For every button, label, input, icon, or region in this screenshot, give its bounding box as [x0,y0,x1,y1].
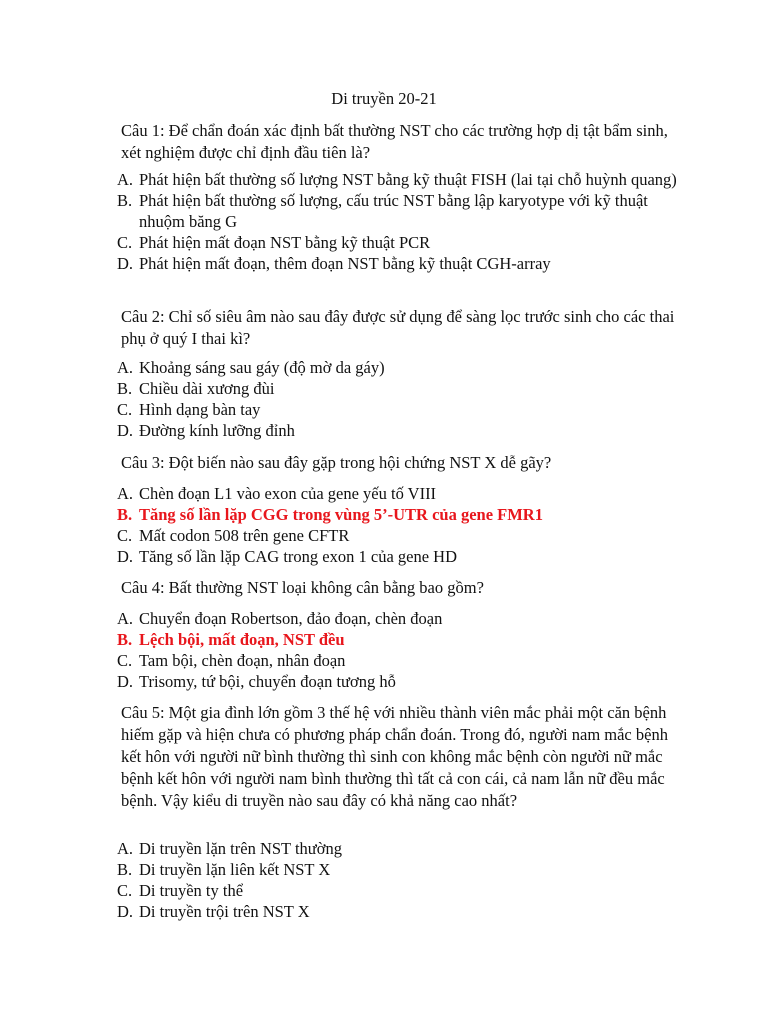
question-2-answer-a [117,357,697,378]
answer-text: Đường kính lưỡng đỉnh [139,421,295,440]
answer-letter: A. [117,358,134,377]
question-5-answer-c [117,880,697,901]
answer-letter: C. [117,881,133,900]
answer-text: Chiều dài xương đùi [139,379,275,398]
answer-text: Hình dạng bàn tay [139,400,261,419]
question-5-stem: Câu 5: Một gia đình lớn gồm 3 thế hệ với nhiều thành viên mắc phải một căn bệnh hiếm gặp và hiện chưa có phương pháp chẩn đoán. Trong đó, người nam mắc bệnh kết hôn với người nữ bình thường thì sinh con không mắc bệnh còn người nữ mắc bệnh kết hôn với người nam bình thường thì tất cả con cái, cả nam lẫn nữ đều mắc bệnh. Vậy kiểu di truyền nào sau đây có khả năng cao nhất? [121,703,668,810]
answer-letter: B. [117,191,133,210]
answer-letter: D. [117,672,134,691]
question-4-stem: Câu 4: Bất thường NST loại không cân bằng bao gồm? [121,578,484,597]
question-5-answer-d [117,901,697,922]
answer-text: Di truyền lặn liên kết NST X [139,860,331,879]
answer-letter: A. [117,609,134,628]
answer-text: Lệch bội, mất đoạn, NST đều [139,630,345,649]
question-1-answer-b [117,190,697,232]
answer-text: Di truyền ty thể [139,881,244,900]
answer-letter: B. [117,630,133,649]
answer-text: Tam bội, chèn đoạn, nhân đoạn [139,651,346,670]
question-3-stem: Câu 3: Đột biến nào sau đây gặp trong hội chứng NST X dễ gãy? [121,453,552,472]
answer-text: Phát hiện bất thường số lượng, cấu trúc NST bằng lập karyotype với kỹ thuật nhuộm băng G [139,191,648,231]
question-2-stem: Câu 2: Chỉ số siêu âm nào sau đây được sử dụng để sàng lọc trước sinh cho các thai phụ ở quý I thai kì? [121,307,675,348]
answer-letter: D. [117,254,134,273]
answer-letter: C. [117,651,133,670]
answer-letter: A. [117,484,134,503]
question-5-answers [117,838,697,922]
answer-letter: A. [117,170,134,189]
answer-text: Phát hiện mất đoạn NST bằng kỹ thuật PCR [139,233,431,252]
question-2-answers [117,357,697,441]
answer-text: Tăng số lần lặp CGG trong vùng 5’-UTR của gene FMR1 [139,505,543,524]
question-1-answer-a [117,169,697,190]
question-5-answer-b [117,859,697,880]
question-1-stem: Câu 1: Để chẩn đoán xác định bất thường NST cho các trường hợp dị tật bẩm sinh, xét nghiệm được chỉ định đầu tiên là? [121,121,668,162]
answer-text: Trisomy, tứ bội, chuyển đoạn tương hỗ [139,672,396,691]
answer-letter: C. [117,526,133,545]
question-3-answer-d [117,546,697,567]
answer-text: Chèn đoạn L1 vào exon của gene yếu tố VIII [139,484,437,503]
answer-text: Phát hiện mất đoạn, thêm đoạn NST bằng kỹ thuật CGH-array [139,254,551,273]
question-2-answer-c [117,399,697,420]
answer-letter: B. [117,379,133,398]
question-4-answer-a [117,608,697,629]
question-3-answer-c [117,525,697,546]
answer-letter: D. [117,547,134,566]
question-5-answer-a [117,838,697,859]
answer-letter: D. [117,902,134,921]
answer-text: Mất codon 508 trên gene CFTR [139,526,350,545]
question-1-answer-c [117,232,697,253]
question-1-answers [117,169,697,274]
answer-text: Tăng số lần lặp CAG trong exon 1 của gene HD [139,547,458,566]
answer-text: Chuyển đoạn Robertson, đảo đoạn, chèn đoạn [139,609,443,628]
question-3-answer-a [117,483,697,504]
answer-text: Phát hiện bất thường số lượng NST bằng kỹ thuật FISH (lai tại chỗ huỳnh quang) [139,170,677,189]
question-4-answer-d [117,671,697,692]
question-3-answer-b-correct [117,504,697,525]
document-title: Di truyền 20-21 [331,89,437,108]
answer-letter: C. [117,400,133,419]
answer-letter: A. [117,839,134,858]
question-4-answer-c [117,650,697,671]
question-1-answer-d [117,253,697,274]
answer-letter: B. [117,505,133,524]
answer-text: Di truyền lặn trên NST thường [139,839,342,858]
question-3-answers [117,483,697,567]
question-2-answer-b [117,378,697,399]
answer-letter: C. [117,233,133,252]
answer-text: Di truyền trội trên NST X [139,902,310,921]
answer-letter: D. [117,421,134,440]
question-2-answer-d [117,420,697,441]
question-4-answers [117,608,697,692]
question-4-answer-b-correct [117,629,697,650]
answer-letter: B. [117,860,133,879]
answer-text: Khoảng sáng sau gáy (độ mờ da gáy) [139,358,385,377]
